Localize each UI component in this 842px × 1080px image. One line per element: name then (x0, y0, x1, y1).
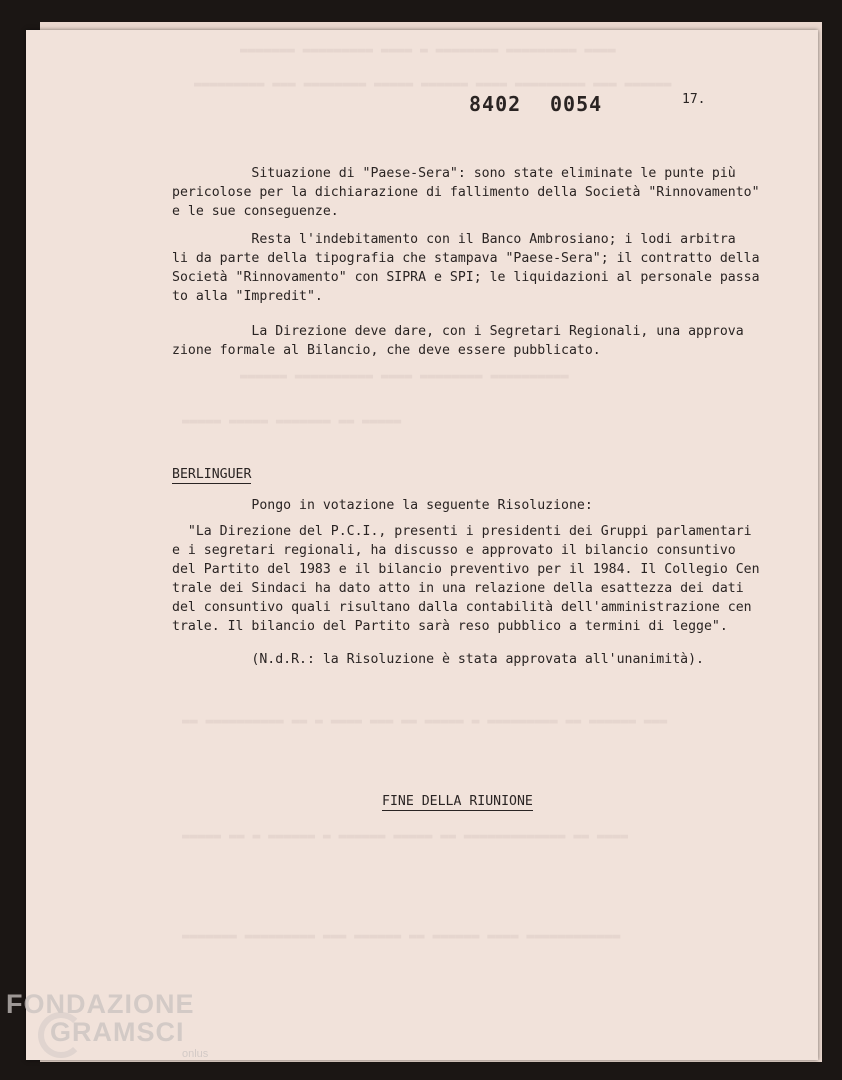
editor-note: (N.d.R.: la Risoluzione è stata approvata all'unanimità). (172, 652, 704, 667)
bleed-through-text: ▬▬▬▬▬▬▬ ▬▬▬▬▬▬▬▬▬ ▬▬▬ ▬▬▬▬▬▬ ▬▬ ▬▬▬▬▬▬ ▬▬▬▬ ▬▬▬▬▬▬▬▬▬▬▬▬ (182, 929, 621, 944)
page-number: 17. (682, 92, 706, 107)
speaker-name: BERLINGUER (172, 467, 252, 482)
resolution-text: "La Direzione del P.C.I., presenti i presidenti dei Gruppi parlamentari e i segretari regionali, ha discusso e approvato il bilancio consuntivo del Partito del 1983 e il bilancio preventivo per il 1984. Il Collegio Cen trale dei Sindaci ha dato atto in una relazione della esattezza dei dati del consuntivo quali risultano dalla contabilità dell'amministrazione cen trale. Il bilancio del Partito sarà reso pubblico a termini di legge". (172, 524, 760, 634)
bleed-through-text: ▬▬▬▬▬▬▬▬▬ ▬▬▬ ▬▬▬▬▬▬▬▬ ▬▬▬▬▬ ▬▬▬▬▬▬ ▬▬▬▬ ▬▬▬▬▬▬▬▬▬ ▬▬▬ ▬▬▬▬▬▬ (194, 77, 672, 92)
document-code-2: 0054 (550, 92, 603, 116)
paragraph-direzione: La Direzione deve dare, con i Segretari Regionali, una approva zione formale al Bilancio, che deve essere pubblicato. (172, 324, 744, 358)
speech-intro: Pongo in votazione la seguente Risoluzione: (172, 498, 593, 513)
bleed-through-text: ▬▬▬▬▬▬ ▬▬▬▬▬▬▬▬▬▬ ▬▬▬▬ ▬▬▬▬▬▬▬▬ ▬▬▬▬▬▬▬▬▬▬ (240, 369, 569, 384)
bleed-through-text: ▬▬ ▬▬▬▬▬▬▬▬▬▬ ▬▬ ▬ ▬▬▬▬ ▬▬▬ ▬▬ ▬▬▬▬▬ ▬ ▬▬▬▬▬▬▬▬▬ ▬▬ ▬▬▬▬▬▬ ▬▬▬ (182, 714, 668, 729)
bleed-through-text: ▬▬▬▬▬ ▬▬ ▬ ▬▬▬▬▬▬ ▬ ▬▬▬▬▬▬ ▬▬▬▬▬ ▬▬ ▬▬▬▬▬▬▬▬▬▬▬▬▬ ▬▬ ▬▬▬▬ (182, 829, 629, 844)
document-code-1: 8402 (469, 92, 522, 116)
bleed-through-text: ▬▬▬▬▬ ▬▬▬▬▬ ▬▬▬▬▬▬▬ ▬▬ ▬▬▬▬▬ (182, 414, 402, 429)
paragraph-indebitamento: Resta l'indebitamento con il Banco Ambrosiano; i lodi arbitra li da parte della tipografia che stampava "Paese-Sera"; il contratto della Società "Rinnovamento" con SIPRA e SPI; le liquidazioni al personale passa to alla "Impredit". (172, 232, 760, 304)
logo-line-2: GRAMSCI (50, 1017, 185, 1047)
logo-g-icon (38, 1012, 84, 1058)
fondazione-gramsci-logo (6, 989, 209, 1060)
bleed-through-text: ▬▬▬▬▬▬▬ ▬▬▬▬▬▬▬▬▬ ▬▬▬▬ ▬ ▬▬▬▬▬▬▬▬ ▬▬▬▬▬▬▬▬▬ ▬▬▬▬ (240, 43, 616, 58)
paragraph-paese-sera: Situazione di "Paese-Sera": sono state eliminate le punte più pericolose per la dichiarazione di fallimento della Società "Rinnovamento" e le sue conseguenze. (172, 166, 760, 219)
meeting-end-heading: FINE DELLA RIUNIONE (382, 794, 533, 809)
document-page (26, 30, 818, 1060)
logo-line-1: FONDAZIONE (6, 989, 195, 1019)
logo-line-3: onlus (182, 1048, 209, 1060)
